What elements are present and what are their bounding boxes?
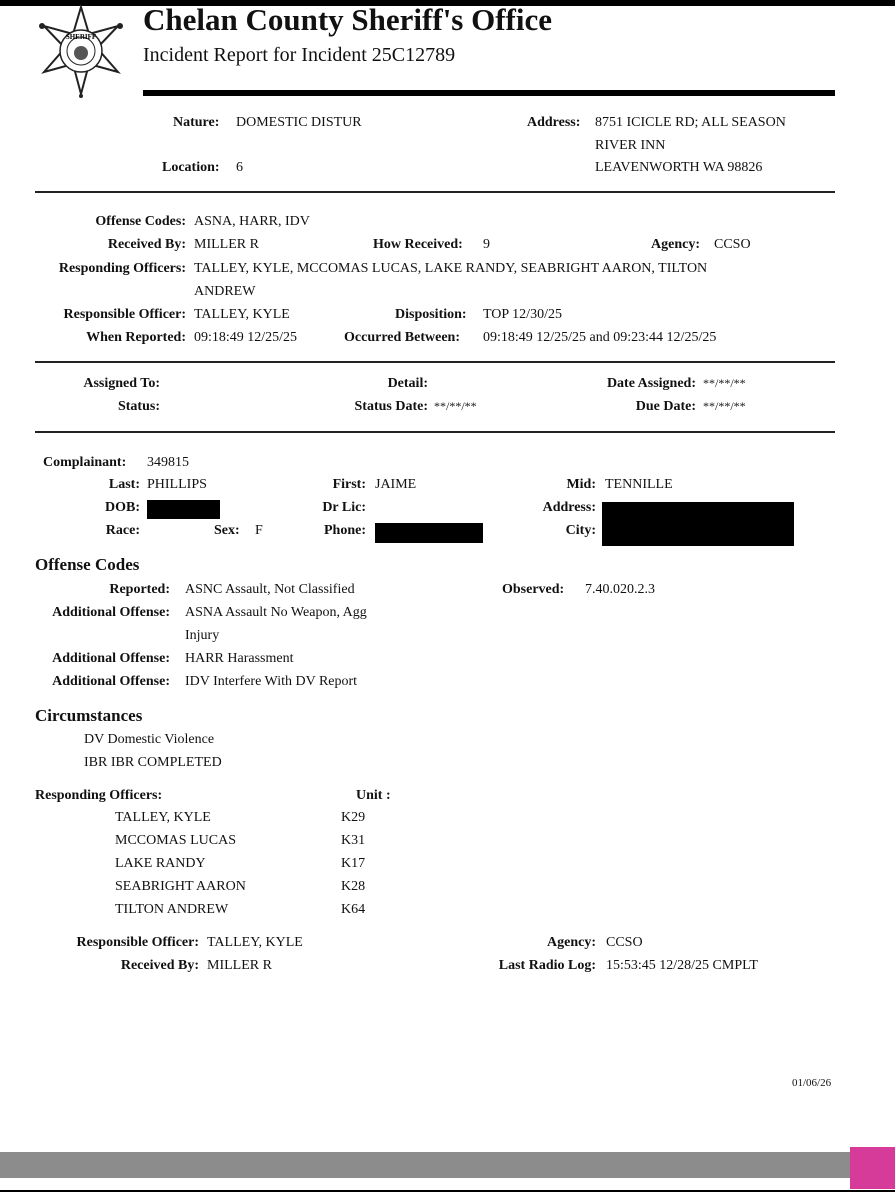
date-assigned-label: Date Assigned: — [606, 376, 696, 391]
print-date: 01/06/26 — [792, 1077, 832, 1089]
additional-offense-value: ASNA Assault No Weapon, Agg — [185, 605, 367, 620]
header-rule — [143, 90, 835, 96]
additional-offense-label: Additional Offense: — [52, 605, 170, 620]
last-radio-log-label: Last Radio Log: — [498, 958, 596, 973]
divider — [35, 361, 835, 363]
sheriff-star-badge-icon — [34, 4, 128, 98]
date-assigned-value: **/**/** — [703, 376, 746, 390]
officer-unit: K28 — [341, 879, 366, 894]
sex-label: Sex: — [214, 523, 240, 538]
when-reported-label: When Reported: — [86, 330, 186, 345]
race-label: Race: — [105, 523, 140, 538]
occurred-between-value: 09:18:49 12/25/25 and 09:23:44 12/25/25 — [483, 330, 717, 345]
summary-received-by-value: MILLER R — [207, 958, 272, 973]
phone-label: Phone: — [324, 523, 366, 538]
divider — [35, 431, 835, 433]
city-label: City: — [565, 523, 596, 538]
officer-name: SEABRIGHT AARON — [115, 879, 246, 894]
summary-agency-label: Agency: — [547, 935, 596, 950]
nature-label: Nature: — [173, 115, 220, 130]
additional-offense-label: Additional Offense: — [52, 674, 170, 689]
summary-agency-value: CCSO — [606, 935, 643, 950]
dob-label: DOB: — [105, 500, 140, 515]
circumstance-item: IBR IBR COMPLETED — [84, 755, 222, 770]
address-label: Address: — [527, 115, 581, 130]
due-date-label: Due Date: — [635, 399, 696, 414]
svg-text:SHERIFF: SHERIFF — [65, 33, 97, 41]
assigned-to-label: Assigned To: — [83, 376, 160, 391]
circumstances-heading: Circumstances — [35, 706, 143, 725]
observed-value: 7.40.020.2.3 — [585, 582, 655, 597]
location-value: 6 — [236, 160, 243, 175]
redaction-phone — [375, 523, 483, 543]
status-date-value: **/**/** — [434, 399, 477, 413]
how-received-value: 9 — [483, 237, 490, 252]
detail-label: Detail: — [387, 376, 428, 391]
unit-heading: Unit : — [356, 788, 391, 803]
observed-label: Observed: — [502, 582, 565, 597]
footer-line — [0, 1190, 895, 1192]
location-label: Location: — [162, 160, 220, 175]
mid-label: Mid: — [566, 477, 596, 492]
officer-unit: K64 — [341, 902, 366, 917]
officer-name: LAKE RANDY — [115, 856, 206, 871]
officer-unit: K17 — [341, 856, 366, 871]
reported-value: ASNC Assault, Not Classified — [185, 582, 355, 597]
report-title: Incident Report for Incident 25C12789 — [143, 44, 456, 66]
redaction-dob — [147, 500, 220, 519]
responding-officers-value: ANDREW — [194, 284, 256, 299]
complainant-label: Complainant: — [43, 455, 127, 470]
additional-offense-label: Additional Offense: — [52, 651, 170, 666]
dr-lic-label: Dr Lic: — [322, 500, 366, 515]
responding-officers-heading: Responding Officers: — [35, 788, 163, 803]
last-radio-log-value: 15:53:45 12/28/25 CMPLT — [606, 958, 758, 973]
mid-value: TENNILLE — [605, 477, 673, 492]
circumstance-item: DV Domestic Violence — [84, 732, 215, 747]
status-label: Status: — [117, 399, 160, 414]
additional-offense-value: HARR Harassment — [185, 651, 294, 666]
agency-value: CCSO — [714, 237, 751, 252]
footer-accent — [850, 1147, 895, 1189]
last-value: PHILLIPS — [147, 477, 207, 492]
first-value: JAIME — [375, 477, 417, 492]
summary-received-by-label: Received By: — [120, 958, 199, 973]
officer-name: TALLEY, KYLE — [115, 810, 211, 825]
sex-value: F — [255, 523, 263, 538]
responding-officers-label: Responding Officers: — [58, 261, 186, 276]
received-by-label: Received By: — [107, 237, 186, 252]
agency-label: Agency: — [651, 237, 700, 252]
address-line: LEAVENWORTH WA 98826 — [595, 160, 763, 175]
summary-responsible-officer-value: TALLEY, KYLE — [207, 935, 303, 950]
address-label: Address: — [542, 500, 596, 515]
summary-responsible-officer-label: Responsible Officer: — [76, 935, 199, 950]
how-received-label: How Received: — [373, 237, 463, 252]
responsible-officer-label: Responsible Officer: — [63, 307, 186, 322]
officer-unit: K29 — [341, 810, 366, 825]
complainant-id: 349815 — [147, 455, 189, 470]
first-label: First: — [332, 477, 366, 492]
offense-codes-label: Offense Codes: — [95, 214, 186, 229]
additional-offense-value: IDV Interfere With DV Report — [185, 674, 358, 689]
footer-bar — [0, 1152, 850, 1178]
agency-title: Chelan County Sheriff's Office — [143, 2, 553, 37]
received-by-value: MILLER R — [194, 237, 259, 252]
divider — [35, 191, 835, 193]
responding-officers-value: TALLEY, KYLE, MCCOMAS LUCAS, LAKE RANDY, SEABRIGHT AARON, TILTON — [194, 261, 708, 276]
responsible-officer-value: TALLEY, KYLE — [194, 307, 290, 322]
nature-value: DOMESTIC DISTUR — [236, 115, 362, 130]
address-line: 8751 ICICLE RD; ALL SEASON — [595, 115, 786, 130]
offense-codes-heading: Offense Codes — [35, 555, 140, 574]
status-date-label: Status Date: — [354, 399, 428, 414]
last-label: Last: — [108, 477, 140, 492]
officer-unit: K31 — [341, 833, 366, 848]
officer-name: MCCOMAS LUCAS — [115, 833, 236, 848]
additional-offense-value: Injury — [185, 628, 220, 643]
occurred-between-label: Occurred Between: — [344, 330, 460, 345]
redaction-address-city — [602, 502, 794, 546]
officer-name: TILTON ANDREW — [115, 902, 229, 917]
disposition-value: TOP 12/30/25 — [483, 307, 562, 322]
due-date-value: **/**/** — [703, 399, 746, 413]
offense-codes-value: ASNA, HARR, IDV — [194, 214, 310, 229]
when-reported-value: 09:18:49 12/25/25 — [194, 330, 298, 345]
address-line: RIVER INN — [595, 138, 666, 153]
disposition-label: Disposition: — [395, 307, 467, 322]
reported-label: Reported: — [109, 582, 170, 597]
